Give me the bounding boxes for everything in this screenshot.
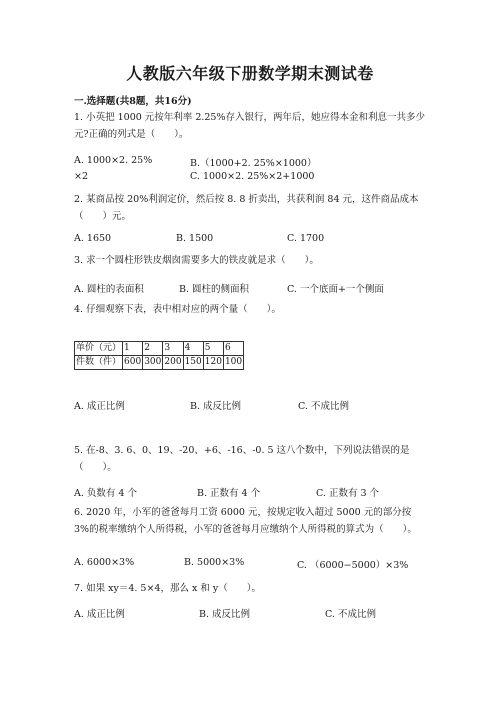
table-row (75, 356, 244, 370)
table-cell: 单价（元） (75, 342, 123, 356)
question-2-option-c: C. 1700 (287, 233, 325, 244)
question-1-option-c: C. 1000×2. 25%×2+1000 (190, 171, 315, 182)
question-2-option-b: B. 1500 (176, 233, 214, 244)
table-cell: 3 (163, 342, 183, 356)
table-cell: 150 (183, 356, 203, 370)
question-1-option-b: B.（1000+2. 25%×1000） (190, 158, 317, 169)
table-cell: 6 (223, 342, 243, 356)
question-2-option-a: A. 1650 (74, 233, 112, 244)
question-5-option-b: B. 正数有 4 个 (197, 488, 261, 499)
table-cell: 100 (223, 356, 243, 370)
price-quantity-table (74, 341, 244, 370)
question-7-option-b: B. 成反比例 (199, 609, 251, 620)
question-4-option-a: A. 成正比例 (74, 401, 125, 412)
table-cell: 1 (123, 342, 143, 356)
table-cell: 4 (183, 342, 203, 356)
question-6-option-b: B. 5000×3% (184, 557, 245, 568)
question-6-stem: 6. 2020 年，小军的爸爸每月工资 6000 元，按规定收入超过 5000 元的部分按 3%的税率缴纳个人所得税，小军的爸爸每月应缴纳个人所得税的算式为（ ）。 (74, 507, 417, 535)
question-1-option-b-continued: ×2 (74, 171, 89, 182)
question-4-option-b: B. 成反比例 (190, 401, 242, 412)
table-cell: 120 (203, 356, 223, 370)
question-3-option-c: C. 一个底面+一个侧面 (287, 284, 384, 295)
question-5-option-c: C. 正数有 3 个 (316, 488, 380, 499)
question-6-option-a: A. 6000×3% (74, 557, 135, 568)
question-6-option-c: C. （6000−5000）×3% (297, 560, 409, 571)
question-4-option-c: C. 不成比例 (298, 401, 349, 412)
question-4-stem: 4. 仔细观察下表，表中相对应的两个量（ ）。 (74, 304, 281, 315)
table-cell: 200 (163, 356, 183, 370)
question-7-option-a: A. 成正比例 (74, 609, 125, 620)
question-7-option-c: C. 不成比例 (325, 609, 376, 620)
question-1-stem: 1. 小英把 1000 元按年利率 2.25%存入银行，两年后，她应得本金和利息一共多少元?正确的列式是（ ）。 (74, 112, 425, 140)
section-heading: 一.选择题(共8题，共16分) (74, 96, 192, 107)
table-cell: 300 (143, 356, 163, 370)
question-2-stem: 2. 某商品按 20%利润定价，然后按 8. 8 折卖出，共获利润 84 元，这件商品成本（ ）元。 (74, 194, 419, 222)
table-cell: 2 (143, 342, 163, 356)
table-cell: 件数（件） (75, 356, 123, 370)
table-cell: 600 (123, 356, 143, 370)
question-3-stem: 3. 求一个圆柱形铁皮烟囱需要多大的铁皮就是求（ ）。 (74, 255, 319, 266)
question-1-option-a: A. 1000×2. 25% (74, 155, 153, 166)
question-5-stem: 5. 在-8、3. 6、0、19、-20、+6、-16、-0. 5 这八个数中，下列说法错误的是（ ）。 (74, 445, 410, 473)
page-title: 人教版六年级下册数学期末测试卷 (126, 64, 374, 83)
table-row (75, 342, 244, 356)
question-3-option-a: A. 圆柱的表面积 (74, 284, 144, 295)
question-5-option-a: A. 负数有 4 个 (74, 488, 137, 499)
question-7-stem: 7. 如果 xy＝4. 5×4，那么 x 和 y（ ）。 (74, 583, 261, 594)
question-3-option-b: B. 圆柱的侧面积 (179, 284, 250, 295)
table-cell: 5 (203, 342, 223, 356)
